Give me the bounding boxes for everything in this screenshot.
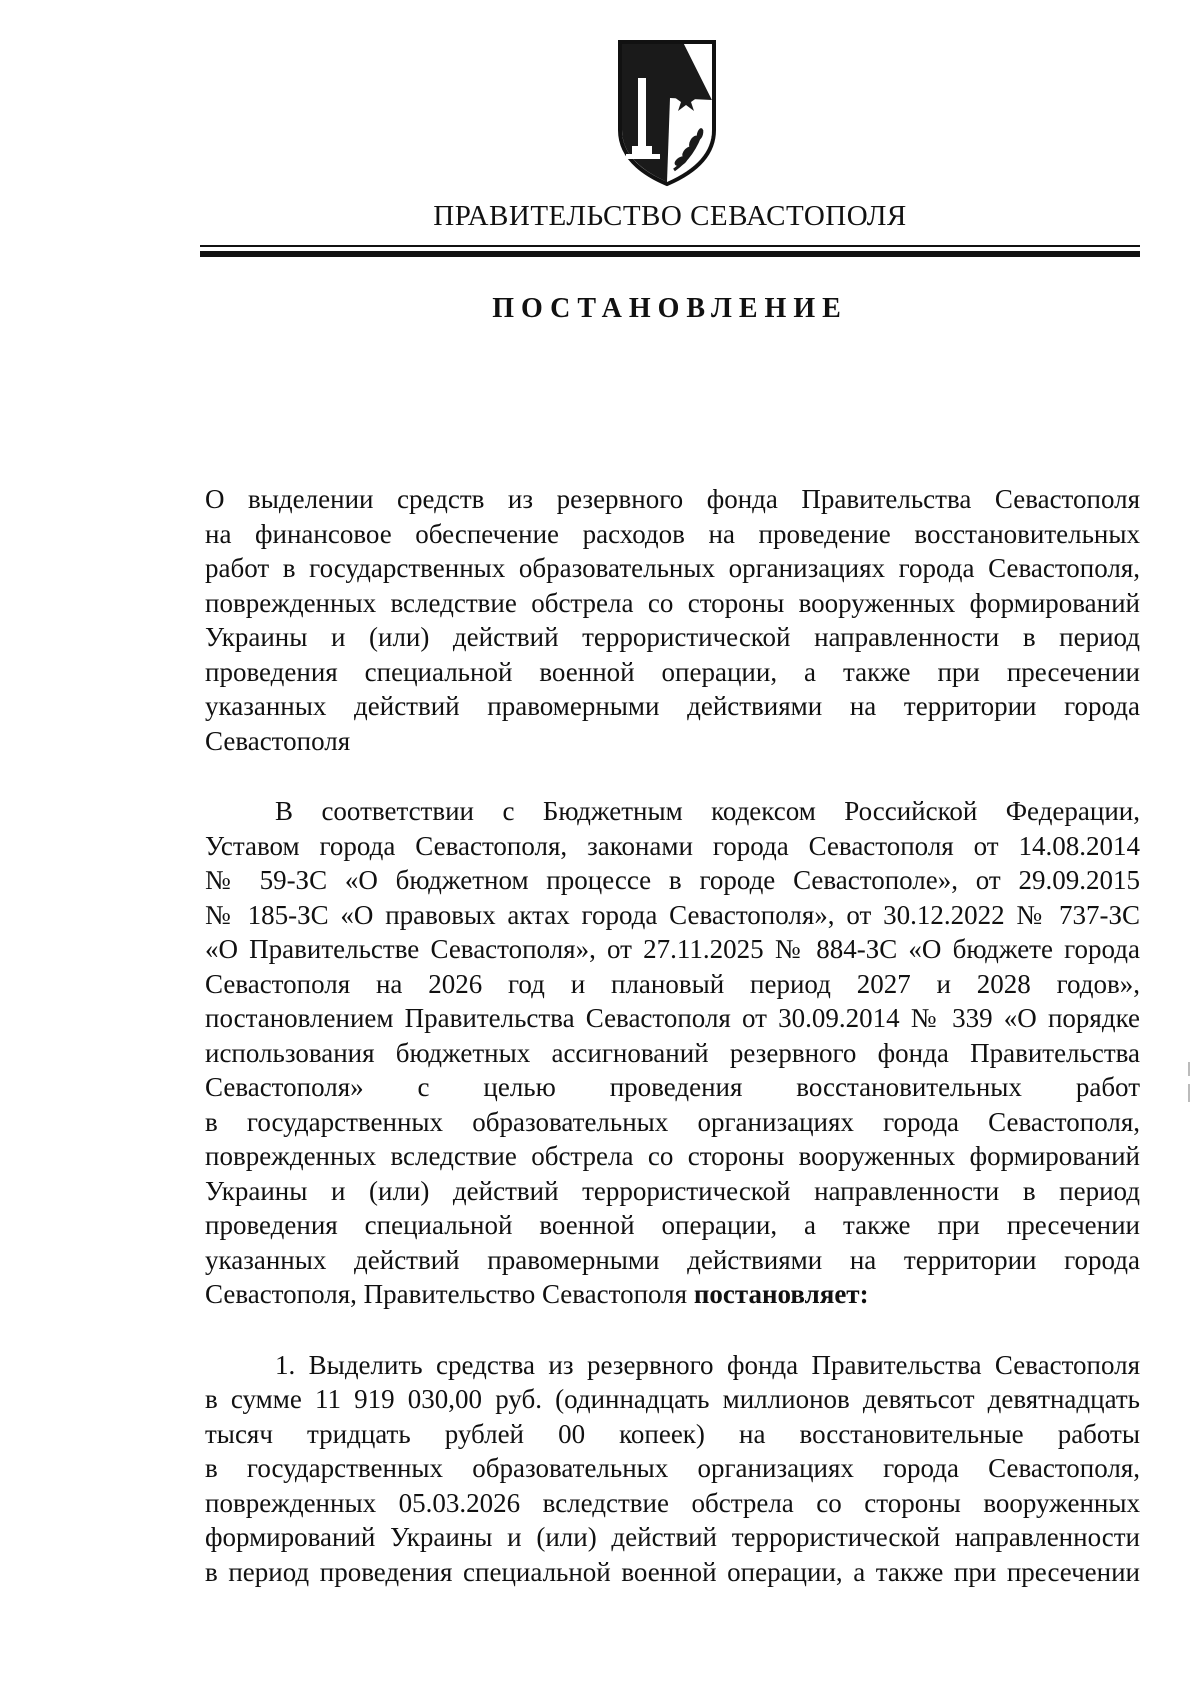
preamble-line: «О Правительстве Севастополя», от 27.11.2025 № 884-ЗС «О бюджете города: [205, 934, 1140, 964]
subject-line: Севастополя: [205, 725, 351, 756]
item-1-line: тысяч тридцать рублей 00 копеек) на восстановительные работы: [205, 1418, 1140, 1449]
document-body: [205, 482, 1140, 1589]
sevastopol-coat-of-arms-icon: [612, 38, 722, 188]
preamble-line: в государственных образовательных организациях города Севастополя,: [205, 1106, 1140, 1137]
subject-line: указанных действий правомерными действиями на территории города: [205, 691, 1140, 721]
preamble-block: [205, 794, 1140, 1312]
government-name: ПРАВИТЕЛЬСТВО СЕВАСТОПОЛЯ: [433, 200, 907, 232]
subject-line: поврежденных вследствие обстрела со стороны вооруженных формирований: [205, 587, 1140, 618]
scan-margin-mark: [1188, 1084, 1190, 1102]
preamble-line: Севастополя на 2026 год и плановый период 2027 и 2028 годов»,: [205, 968, 1140, 999]
preamble-line: Севастополя» с целью проведения восстановительных работ: [205, 1072, 1140, 1102]
subject-line: О выделении средств из резервного фонда Правительства Севастополя: [205, 484, 1140, 514]
subject-line: на финансовое обеспечение расходов на проведение восстановительных: [205, 518, 1140, 549]
item-1-line: в государственных образовательных организациях города Севастополя,: [205, 1453, 1140, 1483]
preamble-last-text: Севастополя, Правительство Севастополя: [205, 1279, 688, 1309]
subject-line: работ в государственных образовательных организациях города Севастополя,: [205, 553, 1140, 583]
preamble-line: Уставом города Севастополя, законами города Севастополя от 14.08.2014: [205, 830, 1140, 861]
preamble-line: Украины и (или) действий террористической направленности в период: [205, 1175, 1140, 1206]
scan-margin-mark: [1188, 1062, 1190, 1076]
preamble-line: указанных действий правомерными действиями на территории города: [205, 1244, 1140, 1275]
preamble-line: проведения специальной военной операции, а также при пресечении: [205, 1210, 1140, 1240]
preamble-line: постановлением Правительства Севастополя от 30.09.2014 № 339 «О порядке: [205, 1003, 1140, 1033]
preamble-line: № 59-ЗС «О бюджетном процессе в городе Севастополе», от 29.09.2015: [205, 865, 1140, 895]
item-1-block: [205, 1348, 1140, 1590]
document-type-title: ПОСТАНОВЛЕНИЕ: [492, 293, 848, 324]
header-divider-thick: [200, 251, 1140, 257]
item-1-line: формирований Украины и (или) действий террористической направленности: [205, 1522, 1140, 1552]
item-1-line: поврежденных 05.03.2026 вследствие обстрела со стороны вооруженных: [205, 1487, 1140, 1518]
header-divider-thin: [200, 245, 1140, 247]
item-1-line: в сумме 11 919 030,00 руб. (одиннадцать миллионов девятьсот девятнадцать: [205, 1384, 1140, 1414]
subject-line: Украины и (или) действий террористической направленности в период: [205, 622, 1140, 652]
item-1-line: в период проведения специальной военной операции, а также при пресечении: [205, 1556, 1140, 1587]
subject-block: [205, 482, 1140, 758]
preamble-line: поврежденных вследствие обстрела со стороны вооруженных формирований: [205, 1141, 1140, 1171]
resolves-keyword: постановляет:: [693, 1279, 869, 1309]
preamble-last-line: [205, 1277, 1140, 1312]
item-1-line: 1. Выделить средства из резервного фонда Правительства Севастополя: [275, 1349, 1140, 1380]
preamble-line: использования бюджетных ассигнований резервного фонда Правительства: [205, 1037, 1140, 1068]
preamble-line: В соответствии с Бюджетным кодексом Российской Федерации,: [275, 796, 1140, 826]
preamble-line: № 185-ЗС «О правовых актах города Севастополя», от 30.12.2022 № 737-ЗС: [205, 899, 1140, 930]
subject-line: проведения специальной военной операции, а также при пресечении: [205, 656, 1140, 687]
